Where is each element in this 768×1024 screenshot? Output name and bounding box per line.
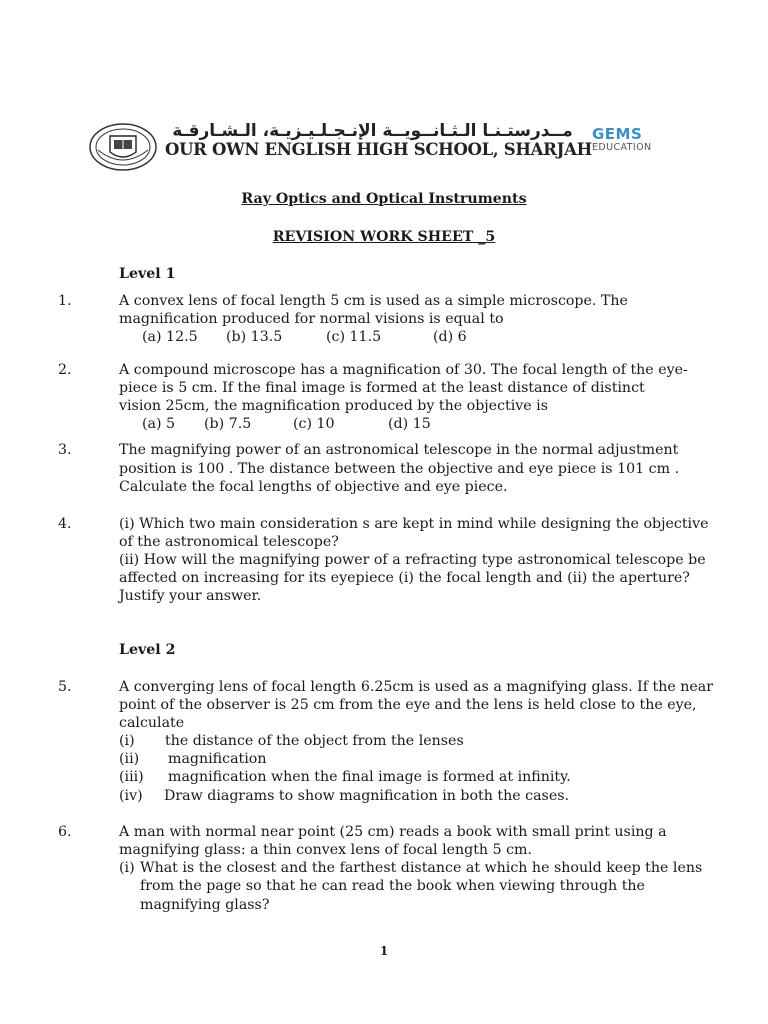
question-2-option-a: (a) 5 — [142, 416, 176, 432]
question-6-line-1: A man with normal near point (25 cm) reads a book with small print using a — [119, 824, 667, 840]
gems-education-label: EDUCATION — [592, 142, 652, 153]
question-2-option-c: (c) 10 — [293, 416, 335, 432]
worksheet-subtitle: REVISION WORK SHEET _5 — [272, 229, 496, 245]
question-5-number: 5. — [58, 679, 72, 695]
question-2-line-3: vision 25cm, the magnification produced by the objective is — [119, 398, 548, 414]
question-3-line-2: position is 100 . The distance between the objective and eye piece is 101 cm . — [119, 461, 680, 477]
question-6-line-4: from the page so that he can read the book when viewing through the — [140, 878, 645, 894]
question-5-sub-2-text: magnification — [168, 751, 267, 767]
question-5-sub-2-number: (ii) — [119, 751, 140, 767]
worksheet-title: Ray Optics and Optical Instruments — [241, 191, 527, 207]
question-1-number: 1. — [58, 293, 72, 309]
question-5-line-2: point of the observer is 25 cm from the eye and the lens is held close to the eye, — [119, 697, 697, 713]
question-5-sub-1-number: (i) — [119, 733, 135, 749]
question-4-line-4: affected on increasing for its eyepiece (i) the focal length and (ii) the aperture? — [119, 570, 690, 586]
question-2-line-2: piece is 5 cm. If the final image is formed at the least distance of distinct — [119, 380, 645, 396]
question-1-option-c: (c) 11.5 — [326, 329, 382, 345]
question-6-number: 6. — [58, 824, 72, 840]
question-5-sub-1-text: the distance of the object from the lenses — [165, 733, 464, 749]
question-5-sub-4-number: (iv) — [119, 788, 143, 804]
question-1-option-b: (b) 13.5 — [226, 329, 283, 345]
question-2-option-b: (b) 7.5 — [204, 416, 252, 432]
question-5-sub-3-number: (iii) — [119, 769, 144, 785]
question-1-option-a: (a) 12.5 — [142, 329, 198, 345]
gems-wordmark: GEMS — [592, 125, 643, 143]
question-5-sub-3-text: magnification when the final image is formed at infinity. — [168, 769, 571, 785]
question-6-line-3: What is the closest and the farthest distance at which he should keep the lens — [140, 860, 703, 876]
school-name-arabic: مــدرستـنـا الـثـانــويــة الإنـجـلـيـزيـة، الـشـارقـة — [172, 121, 573, 141]
question-4-line-1: (i) Which two main consideration s are kept in mind while designing the objective — [119, 516, 709, 532]
question-3-line-3: Calculate the focal lengths of objective and eye piece. — [119, 479, 508, 495]
question-6-sub-1-number: (i) — [119, 860, 135, 876]
question-4-line-5: Justify your answer. — [119, 588, 262, 604]
question-6-line-2: magnifying glass: a thin convex lens of focal length 5 cm. — [119, 842, 533, 858]
question-4-number: 4. — [58, 516, 72, 532]
school-crest-logo — [88, 122, 158, 172]
question-1-option-d: (d) 6 — [433, 329, 467, 345]
level-2-heading: Level 2 — [119, 642, 176, 658]
question-2-number: 2. — [58, 362, 72, 378]
question-5-sub-4-text: Draw diagrams to show magnification in both the cases. — [164, 788, 570, 804]
question-5-line-3: calculate — [119, 715, 185, 731]
question-6-line-5: magnifying glass? — [140, 897, 270, 913]
question-3-line-1: The magnifying power of an astronomical telescope in the normal adjustment — [119, 442, 679, 458]
question-4-line-2: of the astronomical telescope? — [119, 534, 339, 550]
question-3-number: 3. — [58, 442, 72, 458]
question-1-line-2: magnification produced for normal visions is equal to — [119, 311, 504, 327]
level-1-heading: Level 1 — [119, 266, 176, 282]
gems-logo — [592, 126, 672, 156]
question-2-line-1: A compound microscope has a magnification of 30. The focal length of the eye- — [119, 362, 688, 378]
page-number: 1 — [379, 944, 389, 958]
question-1-line-1: A convex lens of focal length 5 cm is used as a simple microscope. The — [119, 293, 628, 309]
question-4-line-3: (ii) How will the magnifying power of a refracting type astronomical telescope be — [119, 552, 706, 568]
school-name-english: OUR OWN ENGLISH HIGH SCHOOL, SHARJAH — [165, 140, 592, 159]
question-5-line-1: A converging lens of focal length 6.25cm is used as a magnifying glass. If the near — [119, 679, 714, 695]
question-2-option-d: (d) 15 — [388, 416, 431, 432]
